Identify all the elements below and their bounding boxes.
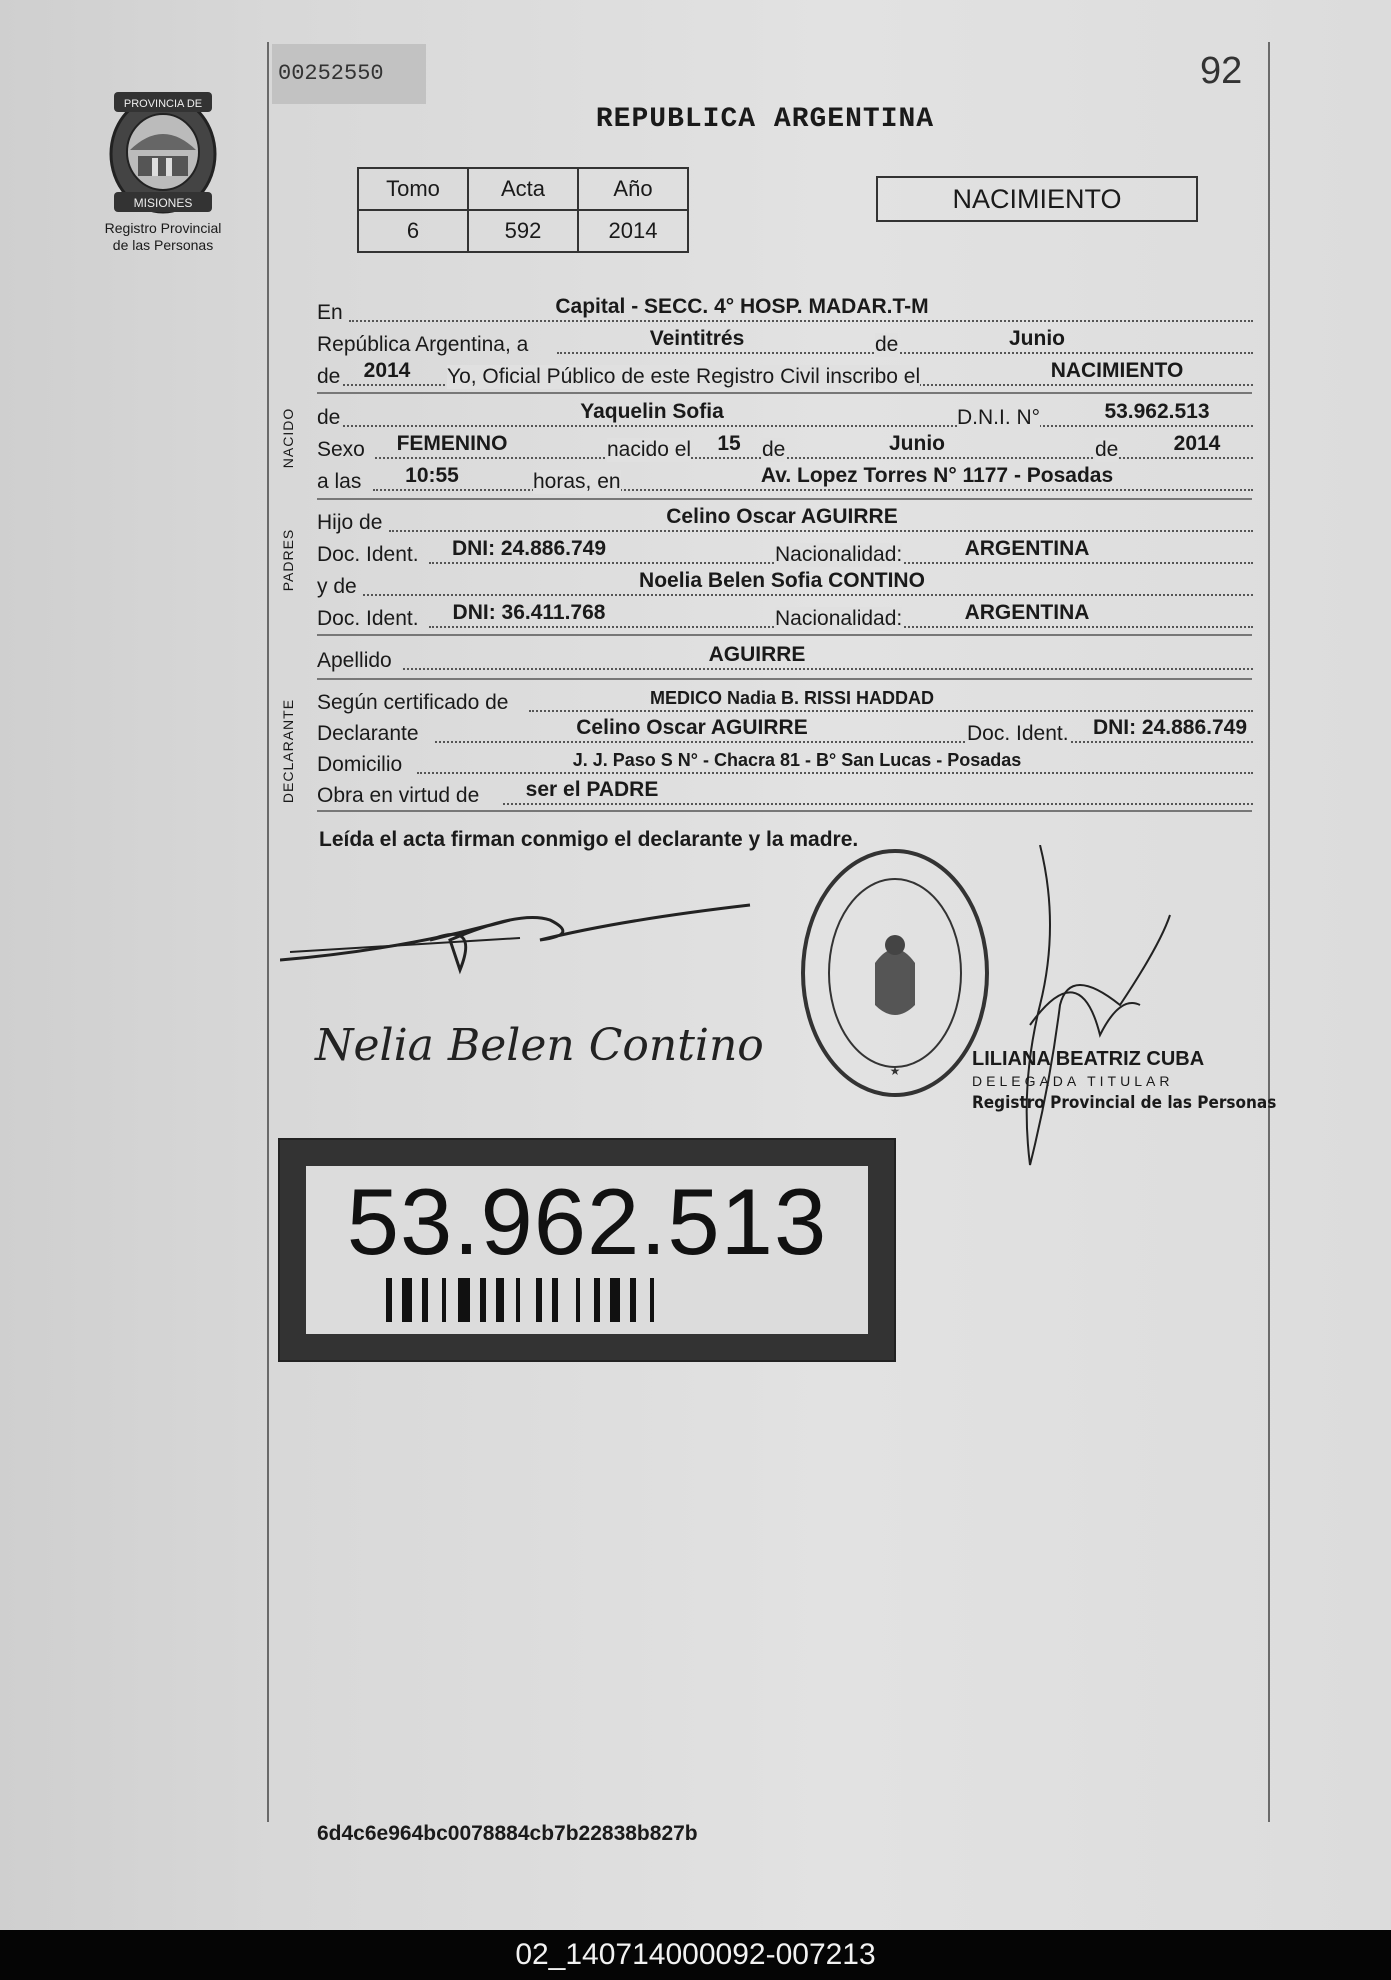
official-seal [790,845,1000,1125]
mother-doc: DNI: 36.411.768 [452,601,606,624]
row-sex-birthdate: Sexo FEMENINO nacido el 15 de Junio de 2014 [317,432,1253,462]
registry-value-tomo: 6 [358,210,468,252]
row-name: de Yaquelin Sofia D.N.I. N° 53.962.513 [317,400,1253,430]
row-time-place: a las 10:55 horas, en Av. Lopez Torres N° 1177 - Posadas [317,464,1253,494]
sex-value: FEMENINO [396,432,508,455]
section-label-padres: PADRES [280,528,296,592]
country-title: REPUBLICA ARGENTINA [595,104,935,135]
barcode-bar [650,1278,654,1322]
section-label-declarante: DECLARANTE [280,698,296,804]
document-hash: 6d4c6e964bc0078884cb7b22838b827b [317,1822,698,1845]
barcode-bar [422,1278,428,1322]
year-value: 2014 [363,359,411,382]
barcode-bar [610,1278,620,1322]
birth-year: 2014 [1173,432,1221,455]
dni-sticker [278,1138,896,1362]
declarant-name: Celino Oscar AGUIRRE [576,716,808,739]
barcode-bar [594,1278,600,1322]
svg-text:MISIONES: MISIONES [133,196,193,210]
registry-header-tomo: Tomo [358,168,468,210]
row-date: República Argentina, a Veintitrés de Junio [317,327,1253,357]
certificate-value: MEDICO Nadia B. RISSI HADDAD [649,688,935,708]
row-mother-doc: Doc. Ident. DNI: 36.411.768 Nacionalidad: ARGENTINA [317,601,1253,631]
row-place: En Capital - SECC. 4° HOSP. MADAR.T-M [317,295,1253,325]
row-obra: Obra en virtud de ser el PADRE [317,778,1253,808]
barcode-bar [630,1278,636,1322]
mother-name: Noelia Belen Sofia CONTINO [639,569,925,592]
footer-id-bar: 02_140714000092-007213 [0,1930,1391,1980]
barcode-bar [552,1278,558,1322]
declarant-doc: DNI: 24.886.749 [1092,716,1248,739]
official-role: DELEGADA TITULAR [972,1073,1174,1089]
birth-month: Junio [889,432,945,455]
birth-time: 10:55 [405,464,459,487]
birth-place: Av. Lopez Torres N° 1177 - Posadas [760,464,1114,487]
child-name: Yaquelin Sofia [580,400,724,423]
declarant-signature [280,880,760,990]
row-certificate: Según certificado de MEDICO Nadia B. RISSI HADDAD [317,685,1253,715]
row-officer: de 2014 Yo, Oficial Público de este Registro Civil inscribo el NACIMIENTO [317,359,1253,389]
birth-day: 15 [717,432,741,455]
place-value: Capital - SECC. 4° HOSP. MADAR.T-M [555,295,929,318]
row-declarant: Declarante Celino Oscar AGUIRRE Doc. Ident. DNI: 24.886.749 [317,716,1253,746]
dni-sticker-number: 53.962.513 [346,1169,828,1274]
row-mother: y de Noelia Belen Sofia CONTINO [317,569,1253,599]
child-dni: 53.962.513 [1104,400,1210,423]
father-name: Celino Oscar AGUIRRE [666,505,898,528]
registry-header-acta: Acta [468,168,578,210]
registry-value-anio: 2014 [578,210,688,252]
svg-text:★: ★ [889,1064,901,1078]
closing-statement: Leída el acta firman conmigo el declarante y la madre. [319,828,859,851]
surname-value: AGUIRRE [708,643,806,666]
svg-text:PROVINCIA DE: PROVINCIA DE [123,98,203,110]
right-margin-line [1268,42,1270,1822]
barcode-bar [536,1278,542,1322]
official-name: LILIANA BEATRIZ CUBA [972,1048,1205,1070]
obra-value: ser el PADRE [525,778,659,801]
row-father-doc: Doc. Ident. DNI: 24.886.749 Nacionalidad: ARGENTINA [317,537,1253,567]
registry-table [357,167,689,253]
barcode-bar [458,1278,470,1322]
barcode-bar [496,1278,504,1322]
registry-value-acta: 592 [468,210,578,252]
event-value: NACIMIENTO [1050,359,1184,382]
row-address: Domicilio J. J. Paso S N° - Chacra 81 - B° San Lucas - Posadas [317,747,1253,777]
barcode-bar [442,1278,446,1322]
barcode-bar [516,1278,520,1322]
address-value: J. J. Paso S N° - Chacra 81 - B° San Lucas - Posadas [572,750,1022,770]
record-kind-box: NACIMIENTO [876,176,1198,222]
barcode-bar [480,1278,486,1322]
serial-number: 00252550 [272,44,426,104]
father-doc: DNI: 24.886.749 [451,537,607,560]
page-number: 92 [1200,50,1243,92]
barcode [386,1278,786,1322]
barcode-bar [402,1278,412,1322]
official-signature [1000,845,1190,1175]
father-nationality: ARGENTINA [964,537,1090,560]
section-label-nacido: NACIDO [280,407,296,469]
logo-caption: Registro Provincial de las Personas [104,220,222,253]
left-margin-line [267,42,269,1822]
barcode-bar [576,1278,580,1322]
official-signature-block [972,1048,1276,1114]
row-father: Hijo de Celino Oscar AGUIRRE [317,505,1253,535]
mother-nationality: ARGENTINA [964,601,1090,624]
misiones-crest-logo [100,88,226,216]
official-org: Registro Provincial de las Personas [972,1093,1277,1113]
month-value: Junio [1009,327,1065,350]
row-surname: Apellido AGUIRRE [317,643,1253,673]
mother-signature: Nelia Belen Contino [315,1020,764,1071]
barcode-bar [386,1278,392,1322]
day-text: Veintitrés [649,327,745,350]
registry-header-anio: Año [578,168,688,210]
